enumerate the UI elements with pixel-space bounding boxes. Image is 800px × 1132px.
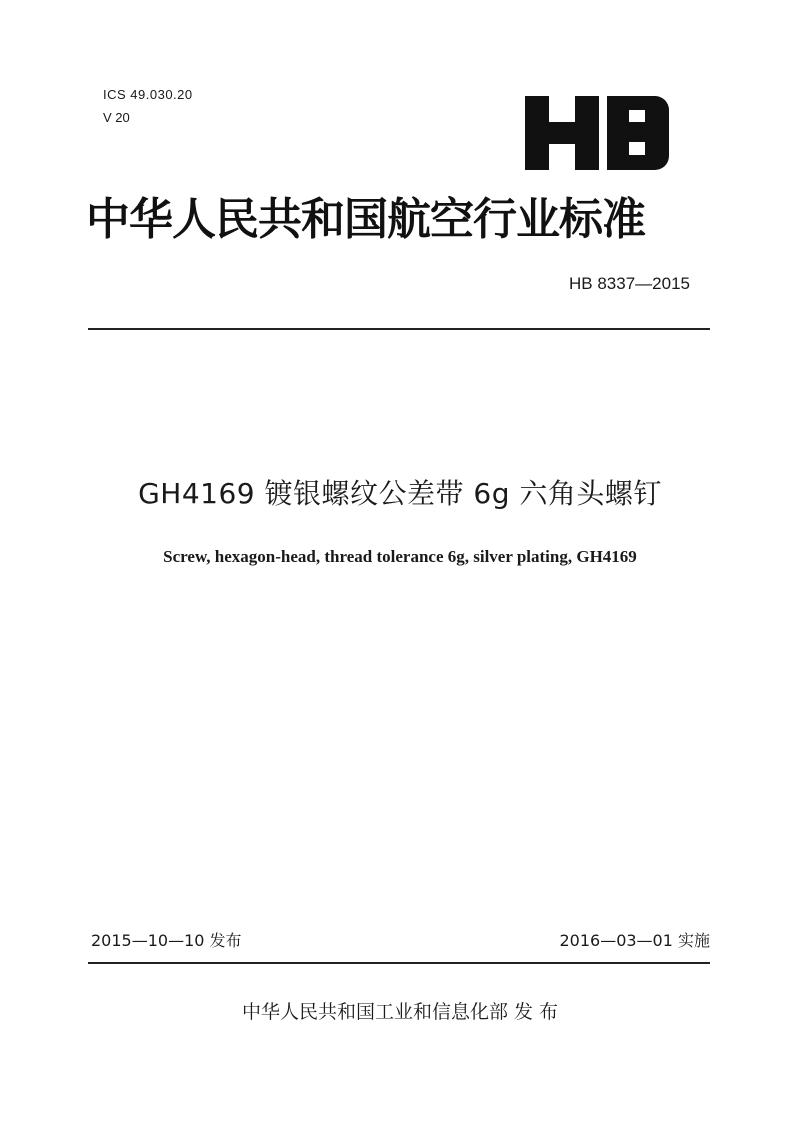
standard-organization: 中华人民共和国航空行业标准 bbox=[86, 194, 645, 245]
issue-date: 2015—10—10 发布 bbox=[91, 931, 242, 950]
ccs-code: V 20 bbox=[103, 110, 130, 125]
publisher: 中华人民共和国工业和信息化部 发 布 bbox=[241, 1001, 559, 1023]
standard-number: HB 8337—2015 bbox=[569, 274, 690, 293]
title-chinese: GH4169 镀银螺纹公差带 6g 六角头螺钉 bbox=[138, 477, 662, 510]
bottom-divider bbox=[88, 962, 710, 964]
hb-logo bbox=[525, 96, 675, 170]
implementation-date: 2016—03—01 实施 bbox=[559, 931, 710, 950]
title-english: Screw, hexagon-head, thread tolerance 6g, silver plating, GH4169 bbox=[163, 547, 637, 566]
top-divider bbox=[88, 328, 710, 330]
ics-code: ICS 49.030.20 bbox=[103, 87, 193, 102]
